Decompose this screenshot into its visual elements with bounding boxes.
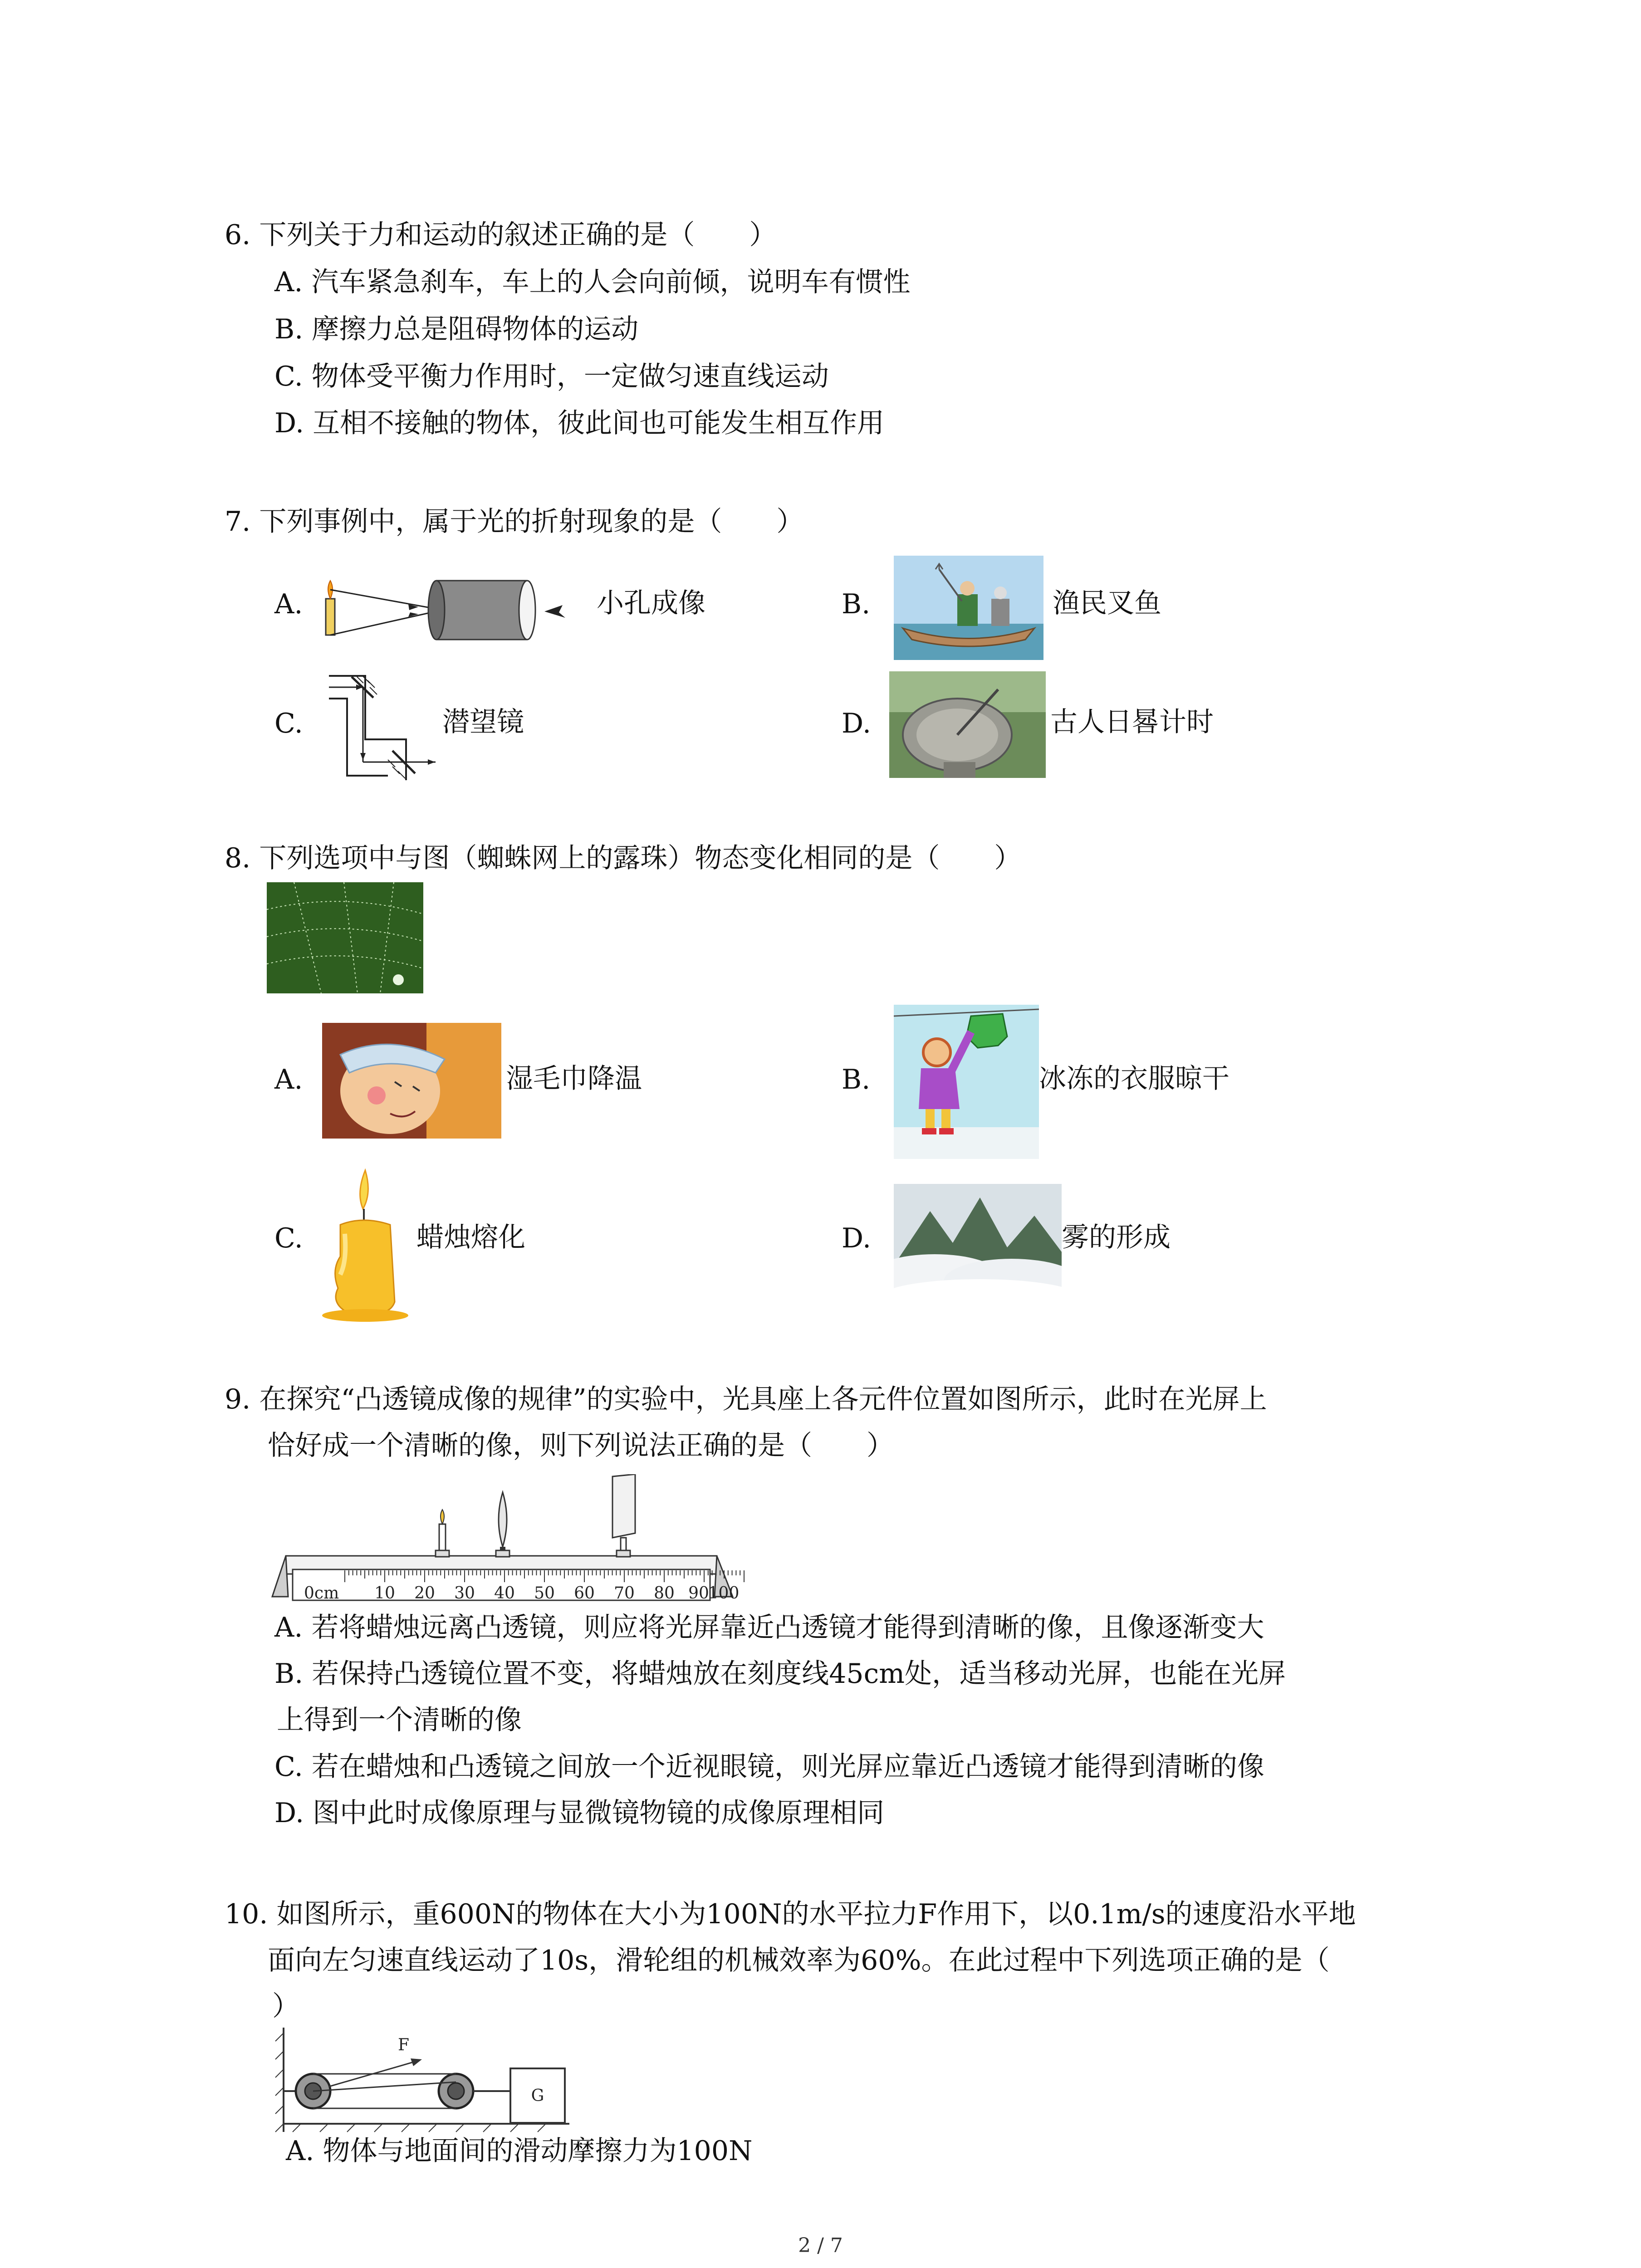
q8-letter-a: A. — [274, 1064, 303, 1095]
page-number: 2 / 7 — [798, 2234, 843, 2257]
q7-caption-b: 渔民叉鱼 — [1053, 587, 1161, 619]
optical-bench-diagram — [268, 1474, 749, 1606]
q8-caption-b: 冰冻的衣服晾干 — [1039, 1063, 1230, 1095]
q9-stem-line2: 恰好成一个清晰的像，则下列说法正确的是（ ） — [268, 1430, 894, 1461]
ruler-label-0 — [304, 1584, 339, 1603]
q9-stem-line1: 9. 在探究“凸透镜成像的规律”的实验中，光具座上各元件位置如图所示，此时在光屏上 — [225, 1383, 1267, 1415]
periscope-diagram — [320, 671, 438, 785]
q7-caption-a: 小孔成像 — [597, 587, 705, 619]
fisherman-spearing-image — [894, 556, 1043, 660]
q7-letter-d: D. — [842, 708, 872, 739]
q7-caption-d: 古人日晷计时 — [1050, 706, 1214, 738]
q7-letter-a: A. — [274, 588, 303, 620]
fog-mountain-image — [894, 1184, 1062, 1306]
q9-option-a: A. 若将蜡烛远离凸透镜，则应将光屏靠近凸透镜才能得到清晰的像，且像逐渐变大 — [274, 1612, 1264, 1643]
ruler-label-50: 50 — [534, 1584, 555, 1603]
q6-stem: 6. 下列关于力和运动的叙述正确的是（ ） — [225, 219, 777, 251]
spider-web-dew-image — [267, 882, 423, 993]
pinhole-diagram — [318, 567, 572, 653]
q9-option-d: D. 图中此时成像原理与显微镜物镜的成像原理相同 — [274, 1797, 885, 1829]
q8-letter-b: B. — [842, 1064, 871, 1095]
ruler-label-100: 100 — [708, 1584, 740, 1603]
ruler-label-90: 90 — [688, 1584, 709, 1603]
q8-caption-d: 雾的形成 — [1062, 1222, 1171, 1253]
q7-stem: 7. 下列事例中，属于光的折射现象的是（ ） — [225, 506, 804, 538]
candle-holder — [436, 1510, 449, 1557]
ruler-label-10: 10 — [374, 1584, 395, 1603]
screen-holder — [612, 1474, 635, 1557]
ruler-label-70: 70 — [614, 1584, 635, 1603]
weight-label: G — [531, 2087, 544, 2105]
svg-text:0cm: 0cm — [304, 1584, 339, 1603]
ruler-label-30: 30 — [454, 1584, 475, 1603]
q7-letter-b: B. — [842, 588, 871, 620]
ruler-label-60: 60 — [574, 1584, 595, 1603]
wet-towel-child-image — [322, 1023, 501, 1139]
q7-letter-c: C. — [274, 708, 303, 739]
ruler-label-20: 20 — [414, 1584, 435, 1603]
ruler-label-80: 80 — [654, 1584, 675, 1603]
q10-stem-line1: 10. 如图所示，重600N的物体在大小为100N的水平拉力F作用下，以0.1m/s的速度沿水平地 — [225, 1898, 1356, 1930]
pulley-system-diagram — [274, 2023, 574, 2141]
q6-option-b: B. 摩擦力总是阻碍物体的运动 — [274, 313, 639, 345]
q10-stem-line3: ） — [272, 1990, 299, 2022]
q8-stem: 8. 下列选项中与图（蜘蛛网上的露珠）物态变化相同的是（ ） — [225, 842, 1022, 874]
q9-option-b-line1: B. 若保持凸透镜位置不变，将蜡烛放在刻度线45cm处，适当移动光屏，也能在光屏 — [274, 1658, 1286, 1690]
force-label: F — [398, 2036, 409, 2054]
q8-caption-a: 湿毛巾降温 — [506, 1063, 642, 1095]
ruler-label-40: 40 — [494, 1584, 515, 1603]
q10-stem-line2: 面向左匀速直线运动了10s，滑轮组的机械效率为60%。在此过程中下列选项正确的是（ — [268, 1945, 1330, 1976]
q9-option-b-line2: 上得到一个清晰的像 — [277, 1704, 522, 1736]
q8-caption-c: 蜡烛熔化 — [416, 1222, 525, 1253]
q10-option-a: A. 物体与地面间的滑动摩擦力为100N — [286, 2135, 753, 2167]
q6-option-d: D. 互相不接触的物体，彼此间也可能发生相互作用 — [274, 407, 885, 439]
q6-option-a: A. 汽车紧急刹车，车上的人会向前倾，说明车有惯性 — [274, 266, 911, 298]
girl-hanging-frozen-clothes-image — [894, 1005, 1039, 1159]
lens-holder — [496, 1492, 509, 1557]
q6-option-c: C. 物体受平衡力作用时，一定做匀速直线运动 — [274, 361, 829, 392]
sundial-image — [889, 671, 1046, 778]
melting-candle-image — [318, 1166, 415, 1322]
q8-letter-d: D. — [842, 1222, 872, 1254]
q7-caption-c: 潜望镜 — [442, 706, 524, 738]
q9-option-c: C. 若在蜡烛和凸透镜之间放一个近视眼镜，则光屏应靠近凸透镜才能得到清晰的像 — [274, 1751, 1264, 1783]
q8-letter-c: C. — [274, 1222, 303, 1254]
